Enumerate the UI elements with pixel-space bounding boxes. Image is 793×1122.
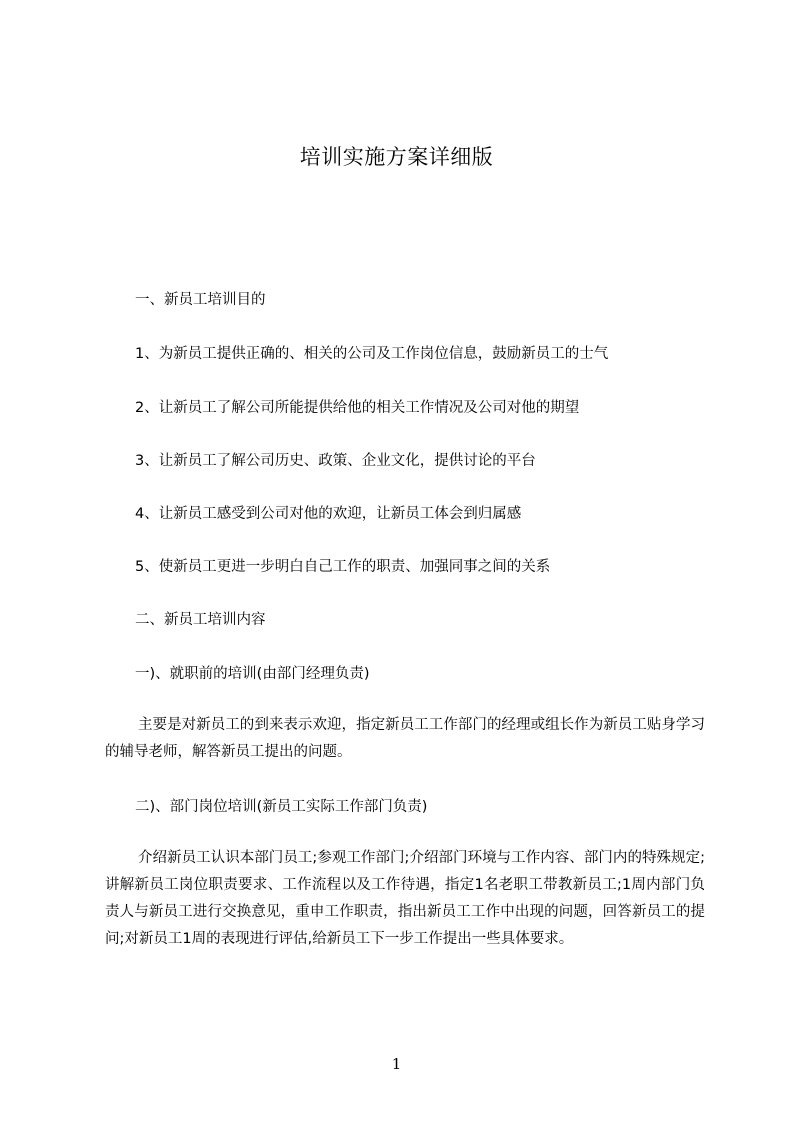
department-training-paragraph: 介绍新员工认识本部门员工;参观工作部门;介绍部门环境与工作内容、部门内的特殊规定;讲解新员工岗位职责要求、工作流程以及工作待遇，指定1名老职工带教新员工;1周内部门负责人与新员工进行交换意见，重申工作职责，指出新员工工作中出现的问题，回答新员工的提问;对新员工1周的表现进行评估,给新员工下一步工作提出一些具体要求。 bbox=[105, 850, 705, 947]
document-title: 培训实施方案详细版 bbox=[299, 145, 494, 169]
pre-employment-paragraph: 主要是对新员工的到来表示欢迎，指定新员工工作部门的经理或组长作为新员工贴身学习的辅导老师，解答新员工提出的问题。 bbox=[105, 717, 705, 760]
purpose-item-4: 4、让新员工感受到公司对他的欢迎，让新员工体会到归属感 bbox=[135, 506, 522, 522]
subsection-heading-department-training: 二)、部门岗位培训(新员工实际工作部门负责) bbox=[135, 799, 428, 815]
purpose-item-3: 3、让新员工了解公司历史、政策、企业文化，提供讨论的平台 bbox=[135, 453, 536, 469]
section-heading-content: 二、新员工培训内容 bbox=[135, 612, 266, 628]
purpose-item-1: 1、为新员工提供正确的、相关的公司及工作岗位信息，鼓励新员工的士气 bbox=[135, 346, 609, 362]
page-number: 1 bbox=[391, 1055, 402, 1073]
purpose-item-2: 2、让新员工了解公司所能提供给他的相关工作情况及公司对他的期望 bbox=[135, 400, 580, 416]
section-heading-purpose: 一、新员工培训目的 bbox=[135, 292, 266, 308]
subsection-heading-pre-employment: 一)、就职前的培训(由部门经理负责) bbox=[135, 666, 370, 682]
purpose-item-5: 5、使新员工更进一步明白自己工作的职责、加强同事之间的关系 bbox=[135, 559, 551, 575]
